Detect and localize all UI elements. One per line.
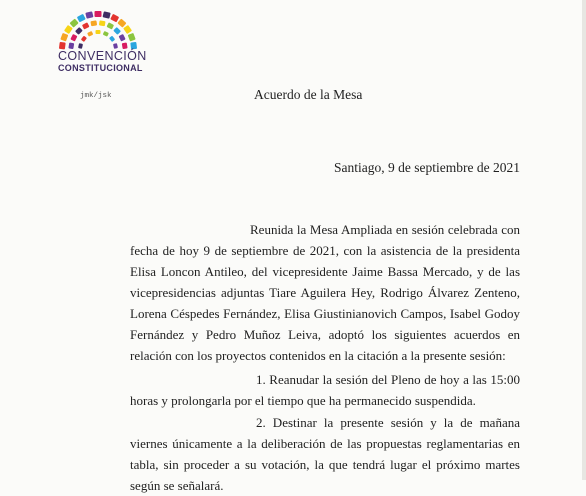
document-title: Acuerdo de la Mesa — [254, 87, 363, 102]
logo-dash — [109, 36, 115, 42]
page-edge — [582, 0, 586, 480]
paragraph-intro: Reunida la Mesa Ampliada en sesión celebrada con fecha de hoy 9 de septiembre de 2021, con la asistencia de la presidenta Elisa Loncon Antileo, del vicepresidente Jaime Bassa Mercado, y de las vicepresidencias adjuntas Tiare Aguilera Hey, Rodrigo Álvarez Zenteno, Lorena Céspedes Fernández, Elisa Giustinianovich Campos, Isabel Godoy Fernández y Pedro Muñoz Leiva, adoptó los siguientes acuerdos en relación con los proyectos contenidos en la citación a la presente sesión: — [130, 222, 520, 363]
logo-dash — [102, 11, 110, 18]
logo-dash — [77, 14, 86, 23]
logo-dash — [106, 22, 114, 29]
paragraph-agreement-2: 2. Destinar la presente sesión y la de mañana viernes únicamente a la deliberación de las propuestas reglamentarias en tabla, sin proceder a su votación, la que tendrá lugar el próximo martes según se señalará. — [130, 415, 520, 493]
logo-dash — [81, 36, 87, 42]
arc-logo-icon — [52, 6, 156, 50]
logo-dash — [119, 34, 126, 42]
logo-dash — [96, 30, 101, 34]
logo-text-convencion: CONVENCIÓN — [58, 49, 147, 63]
logo-dash — [117, 19, 126, 28]
logo-dash — [110, 14, 119, 23]
convention-logo — [52, 6, 156, 73]
logo-dash — [60, 33, 68, 42]
logo-dash — [75, 27, 83, 35]
logo-dash — [113, 27, 121, 35]
logo-dash — [64, 25, 73, 34]
logo-dash — [82, 22, 90, 29]
reference-initials: jmk/jsk — [80, 92, 112, 100]
logo-dash — [103, 31, 109, 37]
logo-dash — [90, 20, 97, 26]
logo-dash — [87, 31, 93, 37]
logo-dash — [123, 25, 132, 34]
logo-text-constitucional: CONSTITUCIONAL — [58, 63, 143, 73]
logo-dash — [128, 33, 136, 42]
date-line: Santiago, 9 de septiembre de 2021 — [334, 160, 520, 175]
logo-dash — [95, 11, 102, 17]
logo-dash — [99, 20, 106, 26]
logo-dash — [70, 34, 77, 42]
logo-dash — [69, 19, 78, 28]
paragraph-agreement-1: 1. Reanudar la sesión del Pleno de hoy a las 15:00 horas y prolongarla por el tiempo que ha permanecido suspendida. — [130, 372, 520, 408]
logo-dash — [85, 11, 93, 18]
